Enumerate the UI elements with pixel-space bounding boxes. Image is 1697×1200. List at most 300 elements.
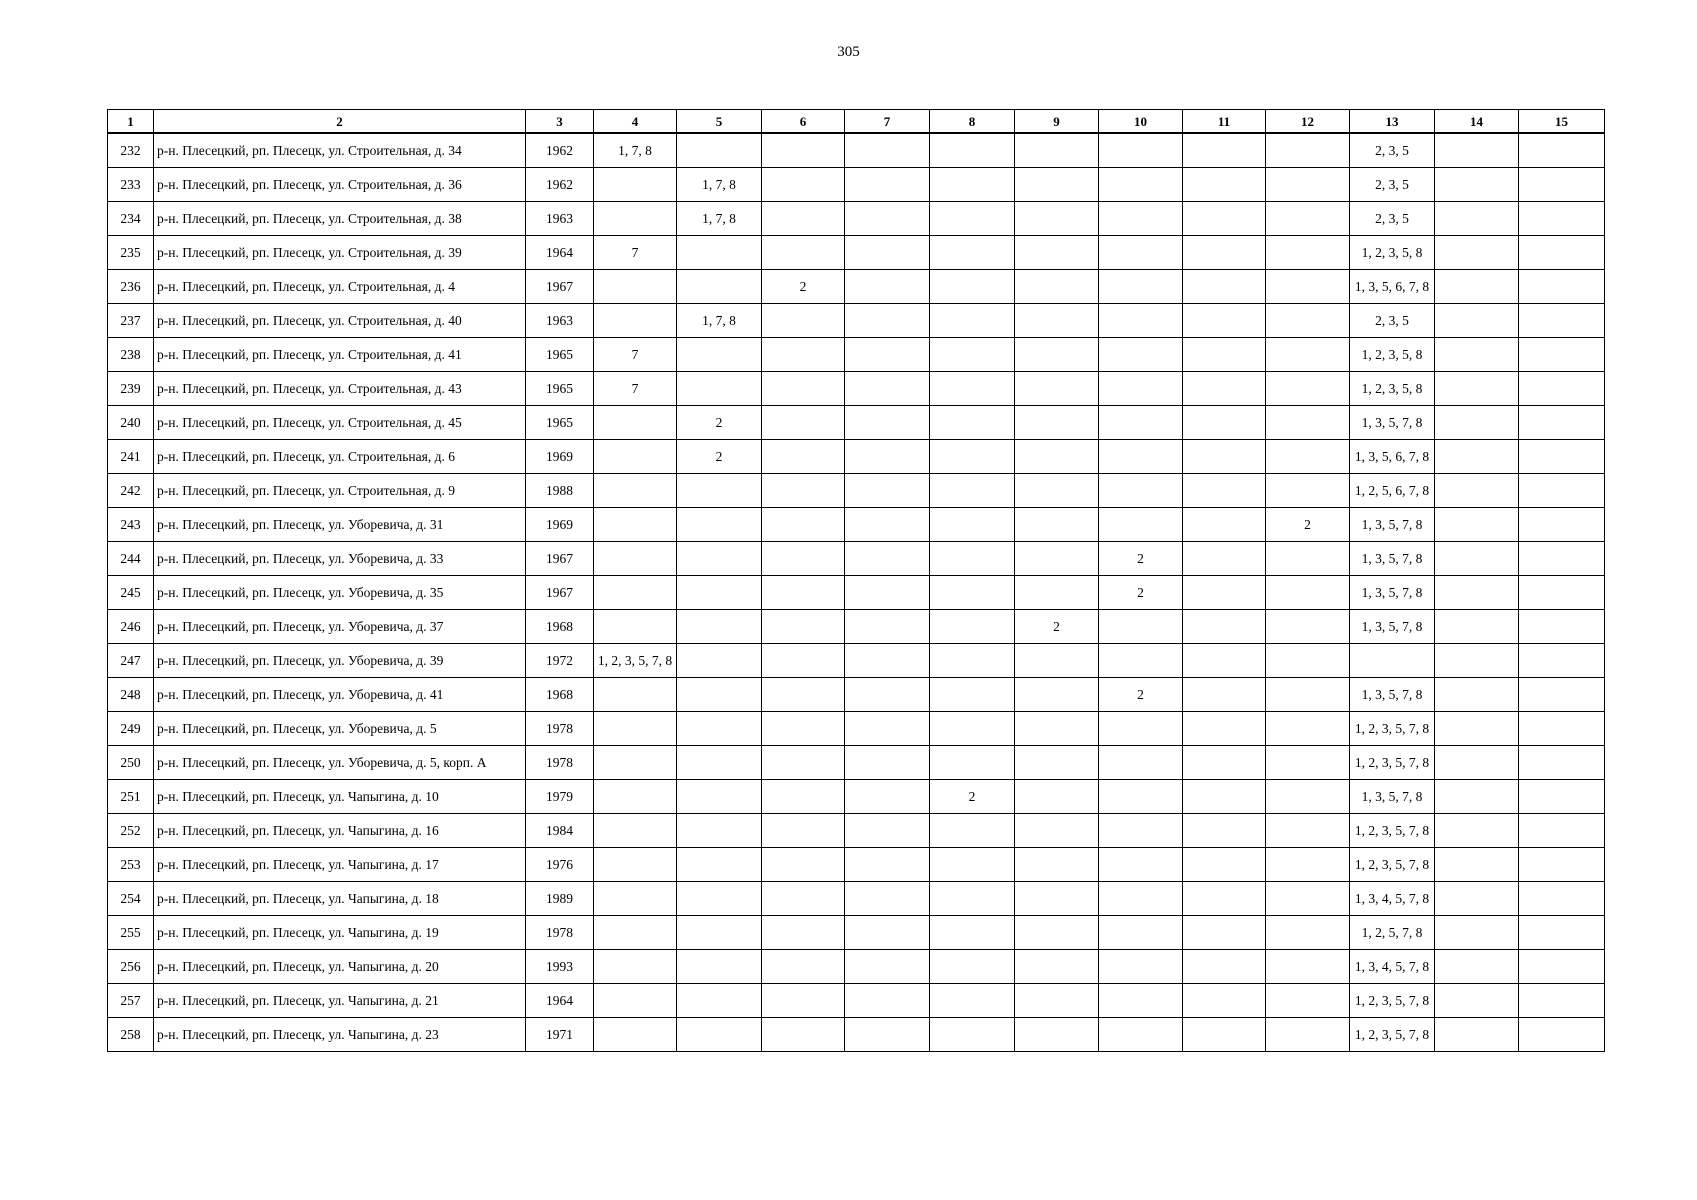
table-cell-col-6 <box>762 542 845 576</box>
table-cell-col-13 <box>1350 644 1435 678</box>
table-cell-col-14 <box>1435 236 1519 270</box>
table-cell-col-7 <box>845 678 930 712</box>
table-cell-col-3: 1963 <box>526 202 594 236</box>
table-cell-col-6: 2 <box>762 270 845 304</box>
table-cell-col-9 <box>1015 508 1099 542</box>
table-cell-col-11 <box>1183 678 1266 712</box>
table-cell-col-7 <box>845 372 930 406</box>
table-cell-col-2: р-н. Плесецкий, рп. Плесецк, ул. Строительная, д. 34 <box>154 133 526 168</box>
table-cell-col-15 <box>1519 712 1605 746</box>
table-cell-col-6 <box>762 814 845 848</box>
table-cell-col-10 <box>1099 372 1183 406</box>
table-cell-col-8 <box>930 678 1015 712</box>
table-cell-col-12 <box>1266 746 1350 780</box>
table-cell-col-1: 258 <box>108 1018 154 1052</box>
table-cell-col-1: 254 <box>108 882 154 916</box>
table-cell-col-11 <box>1183 916 1266 950</box>
table-cell-col-4: 7 <box>594 236 677 270</box>
table-cell-col-12 <box>1266 474 1350 508</box>
table-cell-col-13: 1, 3, 5, 7, 8 <box>1350 610 1435 644</box>
table-cell-col-8 <box>930 1018 1015 1052</box>
table-cell-col-6 <box>762 916 845 950</box>
table-cell-col-12 <box>1266 712 1350 746</box>
table-cell-col-4 <box>594 984 677 1018</box>
table-cell-col-4: 7 <box>594 338 677 372</box>
table-row <box>108 950 1605 984</box>
table-cell-col-5 <box>677 372 762 406</box>
table-cell-col-5 <box>677 338 762 372</box>
table-cell-col-10 <box>1099 440 1183 474</box>
table-cell-col-4 <box>594 950 677 984</box>
table-cell-col-13: 1, 3, 5, 6, 7, 8 <box>1350 440 1435 474</box>
table-cell-col-3: 1967 <box>526 270 594 304</box>
table-cell-col-13: 2, 3, 5 <box>1350 202 1435 236</box>
table-cell-col-9 <box>1015 474 1099 508</box>
table-cell-col-3: 1967 <box>526 576 594 610</box>
table-cell-col-9 <box>1015 644 1099 678</box>
table-cell-col-7 <box>845 202 930 236</box>
table-cell-col-12 <box>1266 202 1350 236</box>
table-cell-col-7 <box>845 406 930 440</box>
table-cell-col-4 <box>594 202 677 236</box>
table-cell-col-8 <box>930 916 1015 950</box>
table-cell-col-15 <box>1519 133 1605 168</box>
table-cell-col-4: 1, 7, 8 <box>594 133 677 168</box>
table-cell-col-6 <box>762 168 845 202</box>
table-cell-col-10 <box>1099 712 1183 746</box>
table-cell-col-7 <box>845 270 930 304</box>
table-cell-col-15 <box>1519 610 1605 644</box>
table-cell-col-4: 7 <box>594 372 677 406</box>
table-cell-col-2: р-н. Плесецкий, рп. Плесецк, ул. Чапыгина, д. 17 <box>154 848 526 882</box>
table-cell-col-13: 1, 3, 5, 7, 8 <box>1350 780 1435 814</box>
table-cell-col-10: 2 <box>1099 678 1183 712</box>
table-cell-col-12 <box>1266 950 1350 984</box>
table-cell-col-10 <box>1099 270 1183 304</box>
table-cell-col-8 <box>930 576 1015 610</box>
table-cell-col-12 <box>1266 406 1350 440</box>
table-cell-col-15 <box>1519 746 1605 780</box>
table-cell-col-1: 246 <box>108 610 154 644</box>
table-cell-col-5 <box>677 882 762 916</box>
table-cell-col-5: 2 <box>677 440 762 474</box>
column-header-3: 3 <box>526 110 594 134</box>
table-cell-col-2: р-н. Плесецкий, рп. Плесецк, ул. Уборевича, д. 31 <box>154 508 526 542</box>
table-row <box>108 1018 1605 1052</box>
table-cell-col-2: р-н. Плесецкий, рп. Плесецк, ул. Строительная, д. 40 <box>154 304 526 338</box>
table-cell-col-14 <box>1435 440 1519 474</box>
table-cell-col-7 <box>845 610 930 644</box>
table-cell-col-14 <box>1435 576 1519 610</box>
table-cell-col-11 <box>1183 780 1266 814</box>
table-cell-col-10 <box>1099 474 1183 508</box>
table-cell-col-4 <box>594 746 677 780</box>
table-cell-col-15 <box>1519 508 1605 542</box>
column-header-11: 11 <box>1183 110 1266 134</box>
table-cell-col-6 <box>762 508 845 542</box>
table-cell-col-8 <box>930 508 1015 542</box>
table-cell-col-13: 1, 2, 3, 5, 7, 8 <box>1350 814 1435 848</box>
column-header-5: 5 <box>677 110 762 134</box>
table-cell-col-12 <box>1266 372 1350 406</box>
table-cell-col-4 <box>594 168 677 202</box>
table-cell-col-7 <box>845 1018 930 1052</box>
table-cell-col-5 <box>677 270 762 304</box>
table-cell-col-14 <box>1435 304 1519 338</box>
table-cell-col-12 <box>1266 168 1350 202</box>
table-cell-col-8 <box>930 542 1015 576</box>
table-cell-col-6 <box>762 474 845 508</box>
table-cell-col-15 <box>1519 372 1605 406</box>
table-cell-col-9 <box>1015 338 1099 372</box>
table-cell-col-3: 1978 <box>526 916 594 950</box>
table-cell-col-14 <box>1435 644 1519 678</box>
table-cell-col-4 <box>594 882 677 916</box>
table-cell-col-1: 257 <box>108 984 154 1018</box>
table-cell-col-12 <box>1266 1018 1350 1052</box>
table-cell-col-11 <box>1183 576 1266 610</box>
table-cell-col-12 <box>1266 542 1350 576</box>
table-cell-col-3: 1968 <box>526 610 594 644</box>
table-cell-col-8 <box>930 440 1015 474</box>
table-cell-col-11 <box>1183 848 1266 882</box>
table-cell-col-15 <box>1519 780 1605 814</box>
table-cell-col-15 <box>1519 474 1605 508</box>
table-cell-col-11 <box>1183 984 1266 1018</box>
table-cell-col-1: 234 <box>108 202 154 236</box>
table-cell-col-5 <box>677 848 762 882</box>
table-cell-col-7 <box>845 133 930 168</box>
table-cell-col-14 <box>1435 168 1519 202</box>
table-cell-col-5 <box>677 508 762 542</box>
table-cell-col-5 <box>677 542 762 576</box>
table-cell-col-14 <box>1435 338 1519 372</box>
table-cell-col-6 <box>762 712 845 746</box>
table-cell-col-1: 253 <box>108 848 154 882</box>
table-cell-col-6 <box>762 984 845 1018</box>
table-cell-col-14 <box>1435 406 1519 440</box>
table-cell-col-8 <box>930 133 1015 168</box>
table-cell-col-6 <box>762 678 845 712</box>
table-cell-col-3: 1963 <box>526 304 594 338</box>
table-cell-col-5 <box>677 133 762 168</box>
table-cell-col-11 <box>1183 610 1266 644</box>
table-cell-col-1: 238 <box>108 338 154 372</box>
table-cell-col-10 <box>1099 304 1183 338</box>
table-cell-col-2: р-н. Плесецкий, рп. Плесецк, ул. Уборевича, д. 5 <box>154 712 526 746</box>
table-cell-col-12 <box>1266 236 1350 270</box>
table-cell-col-6 <box>762 236 845 270</box>
table-cell-col-1: 243 <box>108 508 154 542</box>
table-cell-col-5: 1, 7, 8 <box>677 304 762 338</box>
table-cell-col-6 <box>762 950 845 984</box>
table-cell-col-14 <box>1435 984 1519 1018</box>
table-cell-col-7 <box>845 712 930 746</box>
table-cell-col-15 <box>1519 236 1605 270</box>
table-cell-col-11 <box>1183 372 1266 406</box>
table-cell-col-1: 241 <box>108 440 154 474</box>
table-cell-col-15 <box>1519 338 1605 372</box>
table-cell-col-12 <box>1266 338 1350 372</box>
table-cell-col-2: р-н. Плесецкий, рп. Плесецк, ул. Чапыгина, д. 19 <box>154 916 526 950</box>
table-cell-col-13: 2, 3, 5 <box>1350 133 1435 168</box>
table-cell-col-15 <box>1519 814 1605 848</box>
table-cell-col-11 <box>1183 950 1266 984</box>
table-cell-col-3: 1978 <box>526 746 594 780</box>
table-cell-col-11 <box>1183 1018 1266 1052</box>
table-cell-col-14 <box>1435 746 1519 780</box>
table-cell-col-5: 1, 7, 8 <box>677 202 762 236</box>
table-cell-col-8 <box>930 746 1015 780</box>
table-cell-col-3: 1962 <box>526 168 594 202</box>
table-cell-col-12: 2 <box>1266 508 1350 542</box>
column-header-1: 1 <box>108 110 154 134</box>
table-cell-col-9 <box>1015 202 1099 236</box>
table-cell-col-2: р-н. Плесецкий, рп. Плесецк, ул. Уборевича, д. 39 <box>154 644 526 678</box>
table-cell-col-7 <box>845 576 930 610</box>
table-cell-col-5 <box>677 916 762 950</box>
table-row <box>108 644 1605 678</box>
table-header-row <box>108 110 1605 134</box>
table-cell-col-13: 1, 2, 3, 5, 7, 8 <box>1350 984 1435 1018</box>
table-cell-col-13: 2, 3, 5 <box>1350 168 1435 202</box>
table-cell-col-13: 1, 2, 3, 5, 8 <box>1350 338 1435 372</box>
table-cell-col-14 <box>1435 133 1519 168</box>
table-cell-col-14 <box>1435 882 1519 916</box>
table-cell-col-6 <box>762 440 845 474</box>
table-cell-col-8 <box>930 984 1015 1018</box>
column-header-13: 13 <box>1350 110 1435 134</box>
table-cell-col-9 <box>1015 678 1099 712</box>
table-cell-col-4 <box>594 1018 677 1052</box>
table-cell-col-9 <box>1015 1018 1099 1052</box>
table-cell-col-12 <box>1266 678 1350 712</box>
table-cell-col-10 <box>1099 644 1183 678</box>
table-cell-col-8 <box>930 644 1015 678</box>
table-cell-col-13: 1, 3, 5, 7, 8 <box>1350 542 1435 576</box>
table-cell-col-3: 1972 <box>526 644 594 678</box>
table-cell-col-4 <box>594 542 677 576</box>
table-cell-col-6 <box>762 746 845 780</box>
table-cell-col-2: р-н. Плесецкий, рп. Плесецк, ул. Строительная, д. 9 <box>154 474 526 508</box>
table-cell-col-9 <box>1015 236 1099 270</box>
table-cell-col-2: р-н. Плесецкий, рп. Плесецк, ул. Чапыгина, д. 20 <box>154 950 526 984</box>
table-cell-col-15 <box>1519 882 1605 916</box>
table-cell-col-11 <box>1183 406 1266 440</box>
column-header-10: 10 <box>1099 110 1183 134</box>
column-header-8: 8 <box>930 110 1015 134</box>
table-cell-col-4 <box>594 508 677 542</box>
table-cell-col-5 <box>677 1018 762 1052</box>
table-cell-col-11 <box>1183 270 1266 304</box>
page-number: 305 <box>837 44 860 60</box>
table-cell-col-14 <box>1435 372 1519 406</box>
table-cell-col-1: 244 <box>108 542 154 576</box>
table-cell-col-8 <box>930 372 1015 406</box>
table-row <box>108 133 1605 168</box>
table-row <box>108 202 1605 236</box>
table-cell-col-9 <box>1015 168 1099 202</box>
table-cell-col-4 <box>594 848 677 882</box>
table-row <box>108 168 1605 202</box>
table-cell-col-11 <box>1183 882 1266 916</box>
table-cell-col-15 <box>1519 950 1605 984</box>
table-cell-col-9 <box>1015 406 1099 440</box>
table-cell-col-7 <box>845 916 930 950</box>
table-cell-col-11 <box>1183 474 1266 508</box>
table-cell-col-12 <box>1266 270 1350 304</box>
table-cell-col-12 <box>1266 780 1350 814</box>
table-row <box>108 338 1605 372</box>
table-cell-col-10 <box>1099 950 1183 984</box>
table-cell-col-12 <box>1266 576 1350 610</box>
table-cell-col-6 <box>762 780 845 814</box>
table-row <box>108 984 1605 1018</box>
table-cell-col-5 <box>677 474 762 508</box>
table-cell-col-3: 1993 <box>526 950 594 984</box>
table-cell-col-14 <box>1435 270 1519 304</box>
table-row <box>108 406 1605 440</box>
table-cell-col-2: р-н. Плесецкий, рп. Плесецк, ул. Чапыгина, д. 10 <box>154 780 526 814</box>
table-cell-col-3: 1979 <box>526 780 594 814</box>
table-cell-col-2: р-н. Плесецкий, рп. Плесецк, ул. Уборевича, д. 41 <box>154 678 526 712</box>
table-cell-col-15 <box>1519 304 1605 338</box>
table-cell-col-3: 1964 <box>526 984 594 1018</box>
table-cell-col-9 <box>1015 712 1099 746</box>
table-cell-col-2: р-н. Плесецкий, рп. Плесецк, ул. Строительная, д. 6 <box>154 440 526 474</box>
table-cell-col-13: 1, 2, 5, 6, 7, 8 <box>1350 474 1435 508</box>
table-cell-col-5 <box>677 950 762 984</box>
table-cell-col-5 <box>677 236 762 270</box>
table-cell-col-15 <box>1519 1018 1605 1052</box>
column-header-14: 14 <box>1435 110 1519 134</box>
table-cell-col-2: р-н. Плесецкий, рп. Плесецк, ул. Чапыгина, д. 16 <box>154 814 526 848</box>
table-cell-col-2: р-н. Плесецкий, рп. Плесецк, ул. Уборевича, д. 37 <box>154 610 526 644</box>
table-cell-col-11 <box>1183 338 1266 372</box>
table-cell-col-2: р-н. Плесецкий, рп. Плесецк, ул. Строительная, д. 45 <box>154 406 526 440</box>
table-cell-col-2: р-н. Плесецкий, рп. Плесецк, ул. Уборевича, д. 33 <box>154 542 526 576</box>
table-cell-col-6 <box>762 644 845 678</box>
table-cell-col-9 <box>1015 950 1099 984</box>
table-row <box>108 916 1605 950</box>
table-cell-col-1: 235 <box>108 236 154 270</box>
table-cell-col-10 <box>1099 984 1183 1018</box>
table-cell-col-6 <box>762 882 845 916</box>
table-cell-col-8 <box>930 882 1015 916</box>
table-cell-col-11 <box>1183 168 1266 202</box>
table-cell-col-9 <box>1015 814 1099 848</box>
table-cell-col-7 <box>845 984 930 1018</box>
table-cell-col-7 <box>845 474 930 508</box>
table-cell-col-1: 239 <box>108 372 154 406</box>
table-row <box>108 882 1605 916</box>
table-cell-col-7 <box>845 644 930 678</box>
table-cell-col-9 <box>1015 984 1099 1018</box>
table-cell-col-3: 1965 <box>526 338 594 372</box>
table-cell-col-3: 1976 <box>526 848 594 882</box>
table-cell-col-12 <box>1266 440 1350 474</box>
table-cell-col-2: р-н. Плесецкий, рп. Плесецк, ул. Строительная, д. 41 <box>154 338 526 372</box>
table-cell-col-4 <box>594 780 677 814</box>
table-cell-col-6 <box>762 848 845 882</box>
table-cell-col-7 <box>845 304 930 338</box>
table-cell-col-3: 1989 <box>526 882 594 916</box>
table-cell-col-1: 232 <box>108 133 154 168</box>
table-cell-col-1: 249 <box>108 712 154 746</box>
table-cell-col-5: 1, 7, 8 <box>677 168 762 202</box>
table-cell-col-1: 237 <box>108 304 154 338</box>
table-row <box>108 236 1605 270</box>
table-cell-col-14 <box>1435 678 1519 712</box>
table-row <box>108 678 1605 712</box>
table-cell-col-2: р-н. Плесецкий, рп. Плесецк, ул. Уборевича, д. 35 <box>154 576 526 610</box>
table-cell-col-2: р-н. Плесецкий, рп. Плесецк, ул. Строительная, д. 39 <box>154 236 526 270</box>
table-cell-col-15 <box>1519 576 1605 610</box>
table-cell-col-1: 233 <box>108 168 154 202</box>
table-cell-col-1: 247 <box>108 644 154 678</box>
table-cell-col-4 <box>594 304 677 338</box>
table-cell-col-6 <box>762 1018 845 1052</box>
table-cell-col-9 <box>1015 542 1099 576</box>
table-cell-col-9 <box>1015 133 1099 168</box>
table-cell-col-10: 2 <box>1099 542 1183 576</box>
table-cell-col-13: 1, 3, 5, 6, 7, 8 <box>1350 270 1435 304</box>
table-cell-col-14 <box>1435 848 1519 882</box>
table-cell-col-4 <box>594 814 677 848</box>
table-cell-col-14 <box>1435 474 1519 508</box>
table-cell-col-7 <box>845 746 930 780</box>
table-cell-col-8 <box>930 950 1015 984</box>
table-cell-col-6 <box>762 576 845 610</box>
table-row <box>108 746 1605 780</box>
table-cell-col-1: 252 <box>108 814 154 848</box>
table-cell-col-8 <box>930 848 1015 882</box>
table-cell-col-13: 2, 3, 5 <box>1350 304 1435 338</box>
table-cell-col-11 <box>1183 440 1266 474</box>
table-cell-col-6 <box>762 338 845 372</box>
table-cell-col-12 <box>1266 814 1350 848</box>
table-cell-col-10 <box>1099 236 1183 270</box>
table-cell-col-10 <box>1099 406 1183 440</box>
table-cell-col-1: 236 <box>108 270 154 304</box>
table-cell-col-1: 250 <box>108 746 154 780</box>
buildings-table <box>107 109 1605 1052</box>
table-cell-col-15 <box>1519 406 1605 440</box>
column-header-6: 6 <box>762 110 845 134</box>
table-cell-col-15 <box>1519 270 1605 304</box>
table-cell-col-10 <box>1099 780 1183 814</box>
table-cell-col-3: 1988 <box>526 474 594 508</box>
table-cell-col-7 <box>845 338 930 372</box>
column-header-9: 9 <box>1015 110 1099 134</box>
table-cell-col-3: 1967 <box>526 542 594 576</box>
table-cell-col-2: р-н. Плесецкий, рп. Плесецк, ул. Уборевича, д. 5, корп. А <box>154 746 526 780</box>
table-cell-col-4 <box>594 440 677 474</box>
table-cell-col-6 <box>762 133 845 168</box>
table-cell-col-8 <box>930 406 1015 440</box>
table-cell-col-13: 1, 2, 5, 7, 8 <box>1350 916 1435 950</box>
table-cell-col-3: 1962 <box>526 133 594 168</box>
table-cell-col-4 <box>594 712 677 746</box>
table-row <box>108 848 1605 882</box>
table-cell-col-11 <box>1183 202 1266 236</box>
table-cell-col-7 <box>845 168 930 202</box>
table-cell-col-10 <box>1099 168 1183 202</box>
table-cell-col-14 <box>1435 202 1519 236</box>
table-cell-col-1: 256 <box>108 950 154 984</box>
table-cell-col-12 <box>1266 133 1350 168</box>
table-cell-col-9 <box>1015 882 1099 916</box>
